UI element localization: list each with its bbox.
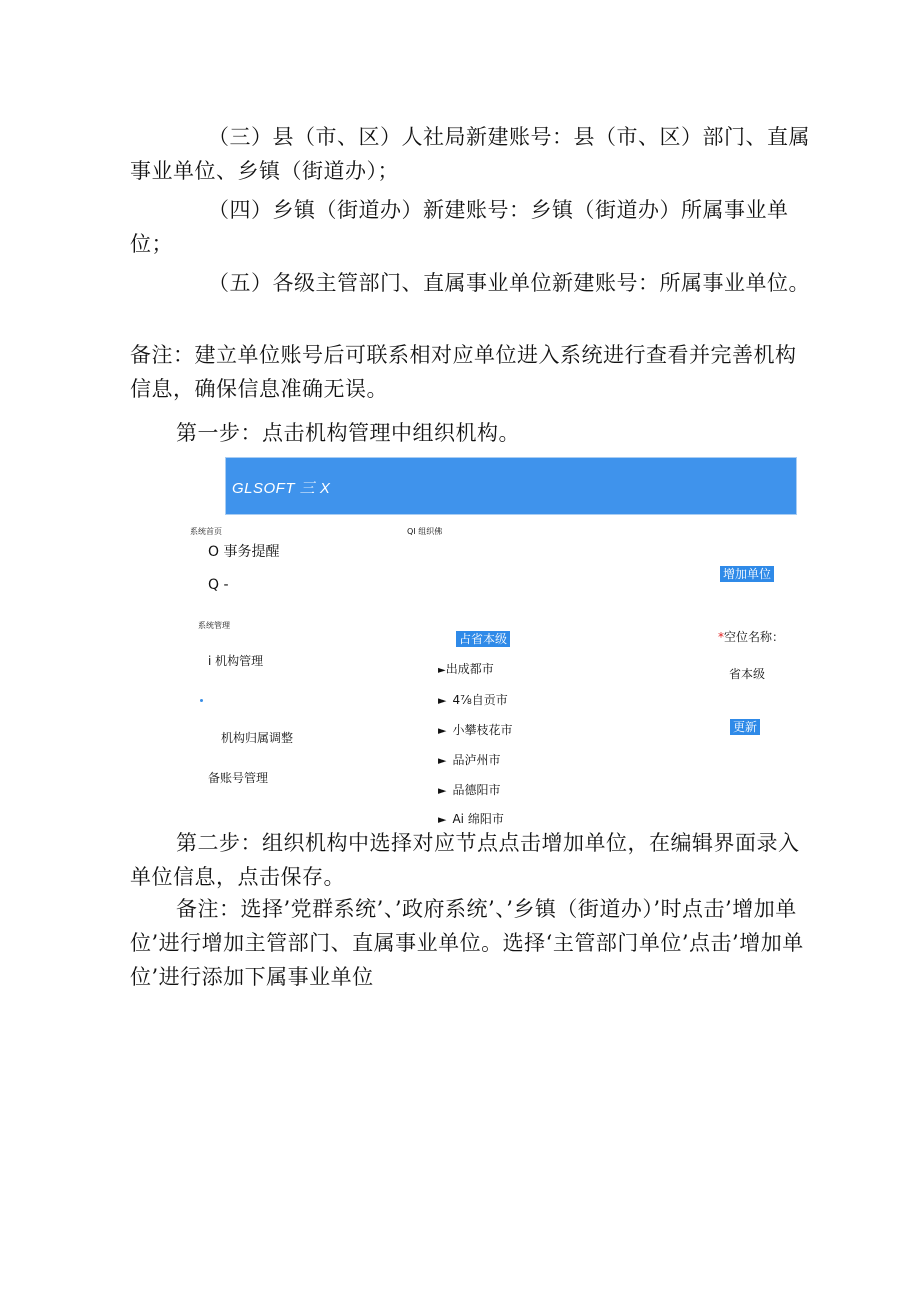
menu-search[interactable]: Q -: [208, 577, 229, 593]
menu-system-manage[interactable]: 系统管理: [198, 621, 230, 630]
paragraph-township-accounts: （四）乡镇（街道办）新建账号：乡镇（街道办）所属事业单位；: [130, 198, 789, 256]
unit-name-label-text: 空位名称：: [724, 630, 785, 644]
menu-reminders[interactable]: O 事务提醒: [208, 544, 280, 560]
tree-node-zigong[interactable]: ► 4⅞自贡市: [438, 693, 508, 707]
paragraph-dept-accounts: （五）各级主管部门、直属事业单位新建账号：所属事业单位。: [208, 271, 810, 295]
tree-root-node[interactable]: 占省本级: [456, 631, 510, 647]
expand-arrow-icon[interactable]: ►: [438, 784, 447, 797]
breadcrumb: QI 组织佛: [407, 527, 443, 536]
expand-arrow-icon[interactable]: ►: [438, 813, 447, 826]
update-button[interactable]: 更新: [730, 719, 760, 735]
menu-home[interactable]: 系统首页: [190, 527, 222, 536]
unit-name-label: [718, 628, 784, 645]
expand-arrow-icon[interactable]: ►: [438, 694, 447, 707]
menu-account-manage[interactable]: 备账号管理: [208, 771, 269, 785]
paragraph-note-2: 备注：选择’党群系统’、’政府系统’、’乡镇（街道办）’时点击’增加单位’进行增加主管部门、直属事业单位。选择‘主管部门单位’点击’增加单位’进行添加下属事业单位: [130, 897, 804, 989]
app-header-bar: [225, 457, 797, 515]
expand-arrow-icon[interactable]: ►: [438, 724, 447, 737]
tree-node-mianyang[interactable]: ► Ai 绵阳市: [438, 812, 504, 826]
paragraph-step-2: 第二步：组织机构中选择对应节点点击增加单位，在编辑界面录入单位信息，点击保存。: [130, 831, 800, 889]
tree-node-panzhihua[interactable]: ► 小攀枝花市: [438, 723, 513, 737]
paragraph-step-1: 第一步：点击机构管理中组织机构。: [176, 421, 520, 445]
tree-node-chengdu[interactable]: ►出成都市: [438, 662, 494, 676]
expand-arrow-icon[interactable]: ►: [438, 665, 446, 676]
app-logo: GLSOFT 三 X: [232, 480, 331, 497]
menu-org-adjust[interactable]: 机构归属调整: [221, 731, 294, 745]
paragraph-note-1: 备注：建立单位账号后可联系相对应单位进入系统进行查看并完善机构信息，确保信息准确无误。: [130, 343, 797, 401]
add-unit-button[interactable]: 增加单位: [720, 566, 774, 582]
menu-bullet-icon: [200, 699, 203, 702]
required-mark: *: [718, 630, 724, 644]
tree-node-deyang[interactable]: ► 品德阳市: [438, 783, 501, 797]
menu-org-manage[interactable]: i 机构管理: [208, 654, 264, 668]
unit-name-value: 省本级: [729, 667, 766, 681]
expand-arrow-icon[interactable]: ►: [438, 754, 447, 767]
paragraph-county-accounts: （三）县（市、区）人社局新建账号：县（市、区）部门、直属事业单位、乡镇（街道办）；: [130, 125, 810, 183]
tree-node-luzhou[interactable]: ► 品泸州市: [438, 753, 501, 767]
